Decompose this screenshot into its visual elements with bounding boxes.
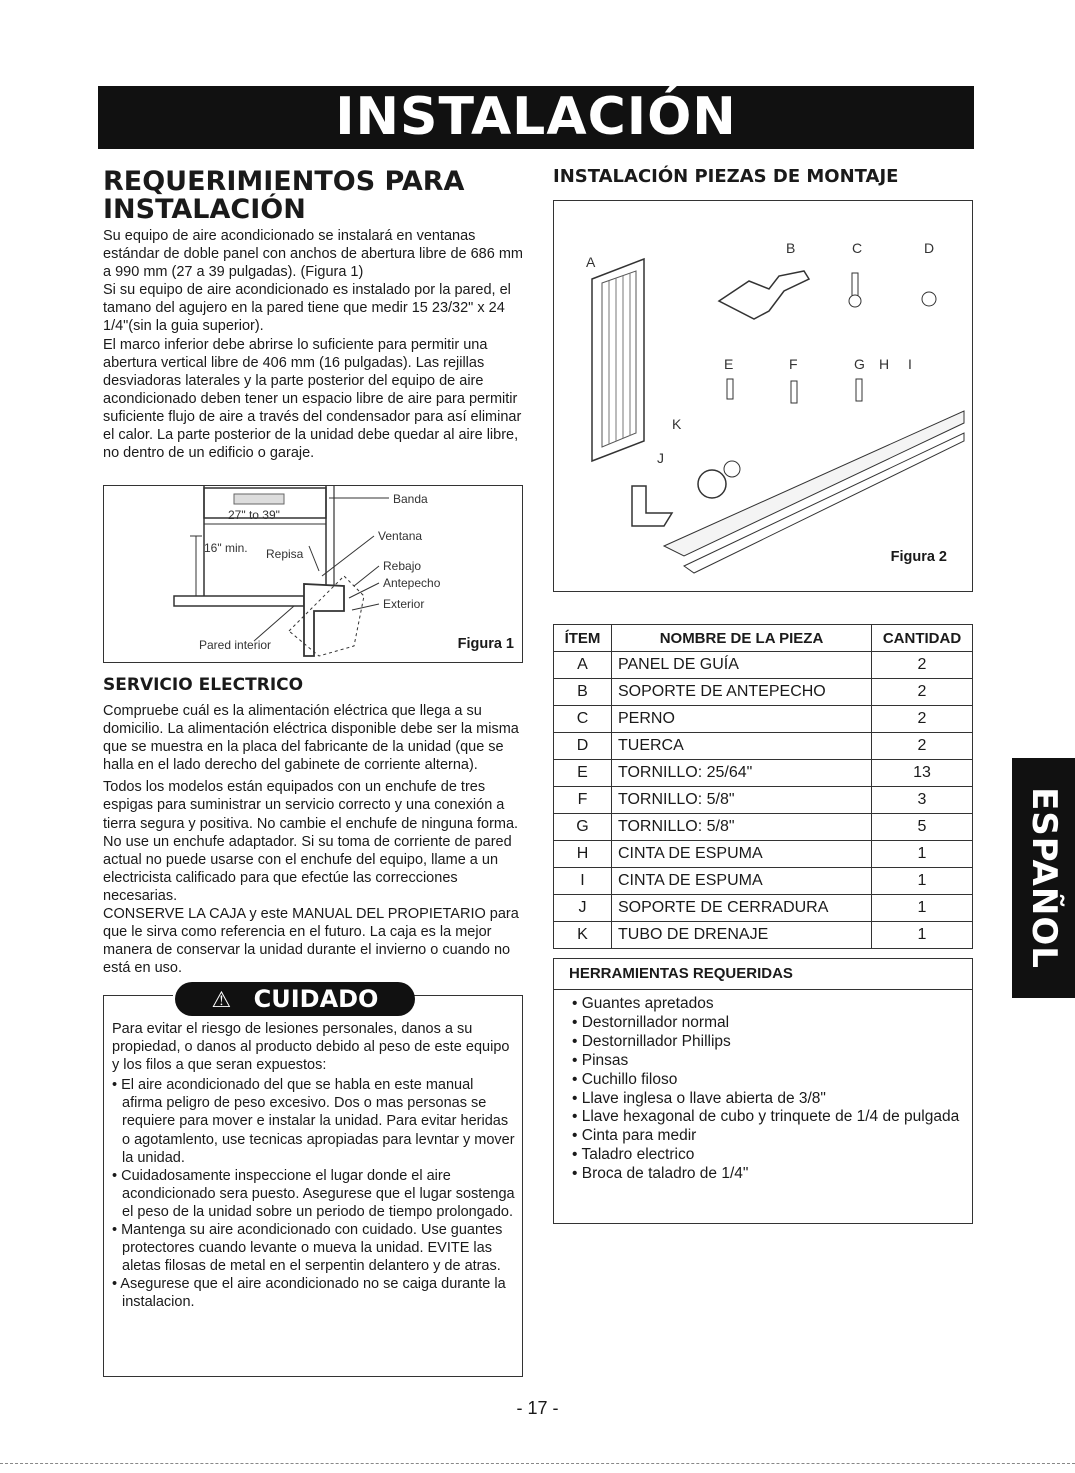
column-header-name: NOMBRE DE LA PIEZA <box>612 625 872 652</box>
cell-name: PERNO <box>612 706 872 733</box>
table-header-row <box>554 625 973 652</box>
cell-quantity: 2 <box>872 679 973 706</box>
page-banner-title: INSTALACIÓN <box>98 86 974 149</box>
cell-item: J <box>554 895 612 922</box>
caution-badge <box>175 982 415 1016</box>
cell-quantity: 1 <box>872 922 973 949</box>
language-label: ESPAÑOL <box>1023 787 1064 969</box>
label-pared-interior: Pared interior <box>199 638 272 652</box>
part-letter: E <box>724 356 734 372</box>
cell-quantity: 2 <box>872 733 973 760</box>
requirements-paragraph: Su equipo de aire acondicionado se instalará en ventanas estándar de doble panel con anchos de abertura libre de 686 mm a 990 mm (27 a 39 pulgadas). (Figura 1) <box>103 228 523 281</box>
cell-item: A <box>554 652 612 679</box>
table-row <box>554 679 973 706</box>
cell-item: F <box>554 787 612 814</box>
label-repisa: Repisa <box>266 547 304 561</box>
cell-quantity: 1 <box>872 841 973 868</box>
label-antepecho: Antepecho <box>383 576 441 590</box>
cell-quantity: 3 <box>872 787 973 814</box>
window-diagram-drawing <box>104 486 522 661</box>
part-letter: J <box>657 450 664 466</box>
figure-1-window-diagram <box>103 485 523 663</box>
table-row <box>554 652 973 679</box>
tool-item: • Llave hexagonal de cubo y trinquete de 1/4 de pulgada <box>572 1108 960 1126</box>
cell-name: SOPORTE DE ANTEPECHO <box>612 679 872 706</box>
part-letter: B <box>786 240 796 256</box>
tool-item: • Broca de taladro de 1/4" <box>572 1165 749 1183</box>
label-banda: Banda <box>393 492 428 506</box>
tool-item: • Cinta para medir <box>572 1127 697 1145</box>
cell-name: TORNILLO: 25/64" <box>612 760 872 787</box>
table-row <box>554 814 973 841</box>
cell-quantity: 2 <box>872 706 973 733</box>
electric-paragraph: Todos los modelos están equipados con un enchufe de tres espigas para suministrar un servicio correcto y una conexión a tierra segura y positiva. No cambie el enchufe de ninguna forma. No use un enchufe adaptador. Si su toma de corriente de pared actual no puede usarse con el enchufe del equipo, llame a un electricista calificado para que efectúe las correcciones necesarias. <box>103 779 519 904</box>
label-rebajo: Rebajo <box>383 559 422 573</box>
figure-2-parts-diagram <box>553 200 973 592</box>
caution-item: • Asegurese que el aire acondicionado no se caiga durante la instalacion. <box>112 1276 506 1311</box>
cell-name: TUBO DE DRENAJE <box>612 922 872 949</box>
label-min-height: 16" min. <box>204 541 248 555</box>
table-row <box>554 733 973 760</box>
figure-2-caption: Figura 2 <box>890 549 947 565</box>
table-row <box>554 868 973 895</box>
tool-item: • Destornillador normal <box>572 1013 730 1031</box>
electric-service-heading: SERVICIO ELECTRICO <box>103 675 304 695</box>
column-header-item: ÍTEM <box>554 625 612 652</box>
parts-diagram-drawing <box>554 201 972 590</box>
required-tools-heading: HERRAMIENTAS REQUERIDAS <box>569 965 793 982</box>
parts-table <box>553 624 973 949</box>
part-letter: I <box>908 356 912 372</box>
cell-item: I <box>554 868 612 895</box>
part-letter: H <box>879 356 890 372</box>
part-letter: D <box>924 240 935 256</box>
page-number: - 17 - <box>516 1398 559 1418</box>
bottom-border <box>0 1463 1075 1464</box>
tool-item: • Pinsas <box>572 1051 629 1069</box>
tool-item: • Taladro electrico <box>572 1146 695 1164</box>
cell-quantity: 5 <box>872 814 973 841</box>
part-letter: C <box>852 240 863 256</box>
language-side-tab <box>1012 758 1075 998</box>
electric-paragraph: CONSERVE LA CAJA y este MANUAL DEL PROPIETARIO para que le sirva como referencia en el futuro. La caja es la mejor manera de conservar la unidad durante el invierno o cuando no está en uso. <box>103 906 519 977</box>
electric-service-text <box>103 702 523 977</box>
caution-item: • Mantenga su aire acondicionado con cuidado. Use guantes protectores cuando levante o mueva la unidad. EVITE las aletas filosas de metal en el serpentin delantero y de atras. <box>112 1222 503 1275</box>
mounting-parts-heading: INSTALACIÓN PIEZAS DE MONTAJE <box>553 166 899 187</box>
label-ventana: Ventana <box>378 529 423 543</box>
part-letter: K <box>672 416 682 432</box>
cell-name: PANEL DE GUÍA <box>612 652 872 679</box>
cell-name: SOPORTE DE CERRADURA <box>612 895 872 922</box>
cell-name: CINTA DE ESPUMA <box>612 868 872 895</box>
cell-quantity: 2 <box>872 652 973 679</box>
tools-list <box>572 995 959 1184</box>
cell-item: G <box>554 814 612 841</box>
part-letter: F <box>789 356 798 372</box>
column-header-quantity: CANTIDAD <box>872 625 973 652</box>
divider <box>554 989 972 990</box>
table-row <box>554 895 973 922</box>
caution-content <box>112 1020 517 1312</box>
tool-item: • Llave inglesa o llave abierta de 3/8" <box>572 1089 826 1107</box>
cell-quantity: 13 <box>872 760 973 787</box>
requirements-paragraph: Si su equipo de aire acondicionado es instalado por la pared, el tamano del agujero en la pared tiene que medir 15 23/32" x 24 1/4"(sin la guia superior). <box>103 282 511 335</box>
cell-item: K <box>554 922 612 949</box>
table-row <box>554 841 973 868</box>
requirements-text <box>103 227 523 462</box>
required-tools-box <box>553 958 973 1224</box>
caution-item: • El aire acondicionado del que se habla en este manual afirma peligro de peso excesivo. Dos o mas personas se requiere para mover e instalar la unidad. Para evitar heridas o agotamlento, use tecnicas apropiadas para levntar y mover la unidad. <box>112 1077 515 1166</box>
label-width: 27" to 39" <box>228 508 280 522</box>
figure-1-caption: Figura 1 <box>457 636 514 652</box>
cell-item: D <box>554 733 612 760</box>
table-row <box>554 787 973 814</box>
caution-list <box>112 1076 517 1311</box>
caution-intro: Para evitar el riesgo de lesiones personales, danos a su propiedad, o danos al producto debido al peso de este equipo y los filos a que seran expuestos: <box>112 1021 510 1074</box>
tool-item: • Destornillador Phillips <box>572 1032 731 1050</box>
cell-quantity: 1 <box>872 868 973 895</box>
part-letter: A <box>586 254 596 270</box>
cell-name: TORNILLO: 5/8" <box>612 787 872 814</box>
label-exterior: Exterior <box>383 597 425 611</box>
cell-item: E <box>554 760 612 787</box>
cell-item: B <box>554 679 612 706</box>
tool-item: • Cuchillo filoso <box>572 1070 678 1088</box>
cell-name: TUERCA <box>612 733 872 760</box>
caution-item: • Cuidadosamente inspeccione el lugar donde el aire acondicionado sera puesto. Asegurese que el lugar sostenga el peso de la unidad sobre un periodo de tiempo prolongado. <box>112 1167 515 1220</box>
cell-item: H <box>554 841 612 868</box>
requirements-paragraph: El marco inferior debe abrirse lo suficiente para permitir una abertura vertical libre de 406 mm (16 pulgadas). Las rejillas desviadoras laterales y la parte posterior del equipo de aire acondicionado deben tener un espacio libre de aire para permitir suficiente flujo de aire a través del condensador para así eliminar el calor. La parte posterior de la unidad debe quedar al aire libre, no dentro de un edificio o garaje. <box>103 336 522 462</box>
cell-name: CINTA DE ESPUMA <box>612 841 872 868</box>
table-row <box>554 706 973 733</box>
part-letter: G <box>854 356 865 372</box>
tool-item: • Guantes apretados <box>572 995 714 1012</box>
requirements-heading: REQUERIMIENTOS PARA INSTALACIÓN <box>103 166 465 225</box>
caution-label: CUIDADO <box>253 985 379 1013</box>
cell-name: TORNILLO: 5/8" <box>612 814 872 841</box>
table-row <box>554 760 973 787</box>
table-row <box>554 922 973 949</box>
cell-quantity: 1 <box>872 895 973 922</box>
electric-paragraph: Compruebe cuál es la alimentación eléctrica que llega a su domicilio. La alimentación eléctrica disponible debe ser la misma que se muestra en la placa del fabricante de la unidad (que se halla en el lado derecho del gabinete de corriente alterna). <box>103 703 519 774</box>
cell-item: C <box>554 706 612 733</box>
warning-triangle-icon: ⚠ <box>211 988 232 1013</box>
